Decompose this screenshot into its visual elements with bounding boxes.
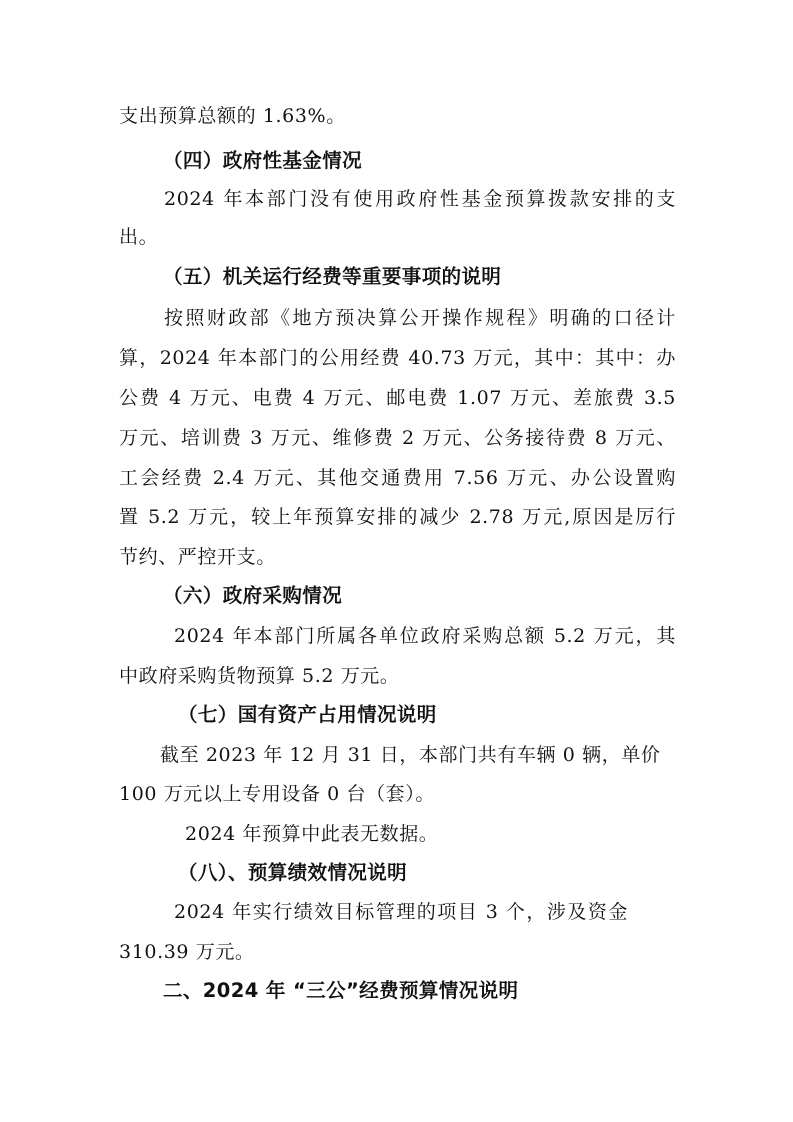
section-heading: （五）机关运行经费等重要事项的说明 bbox=[163, 265, 502, 288]
paragraph-line: 万元、培训费 3 万元、维修费 2 万元、公务接待费 8 万元、 bbox=[119, 427, 676, 449]
paragraph-line: 100 万元以上专用设备 0 台（套）。 bbox=[119, 783, 435, 805]
paragraph-line: 中政府采购货物预算 5.2 万元。 bbox=[119, 665, 400, 687]
paragraph-line: 出。 bbox=[119, 226, 159, 248]
paragraph-line: 公费 4 万元、电费 4 万元、邮电费 1.07 万元、差旅费 3.5 bbox=[119, 387, 676, 409]
section-heading: （六）政府采购情况 bbox=[163, 584, 343, 607]
paragraph-line: 2024 年预算中此表无数据。 bbox=[185, 823, 439, 845]
paragraph-line: 算，2024 年本部门的公用经费 40.73 万元，其中：其中：办 bbox=[119, 347, 676, 369]
section-heading: 二、2024 年 “三公”经费预算情况说明 bbox=[163, 979, 519, 1002]
paragraph-line: 2024 年本部门没有使用政府性基金预算拨款安排的支 bbox=[164, 188, 676, 210]
paragraph-line: 2024 年本部门所属各单位政府采购总额 5.2 万元，其 bbox=[174, 625, 676, 647]
section-heading: （八）、预算绩效情况说明 bbox=[178, 861, 408, 884]
paragraph-line: 2024 年实行绩效目标管理的项目 3 个，涉及资金 bbox=[174, 901, 628, 923]
paragraph-line: 截至 2023 年 12 月 31 日，本部门共有车辆 0 辆，单价 bbox=[160, 744, 661, 766]
paragraph-line: 工会经费 2.4 万元、其他交通费用 7.56 万元、办公设置购 bbox=[119, 467, 676, 489]
paragraph-line: 节约、严控开支。 bbox=[119, 546, 276, 568]
section-heading: （七）国有资产占用情况说明 bbox=[178, 703, 437, 726]
paragraph-line: 支出预算总额的 1.63%。 bbox=[119, 105, 346, 127]
section-heading: （四）政府性基金情况 bbox=[163, 149, 363, 172]
paragraph-line: 按照财政部《地方预决算公开操作规程》明确的口径计 bbox=[164, 307, 676, 329]
paragraph-line: 置 5.2 万元，较上年预算安排的减少 2.78 万元,原因是厉行 bbox=[119, 506, 676, 528]
paragraph-line: 310.39 万元。 bbox=[119, 941, 255, 963]
